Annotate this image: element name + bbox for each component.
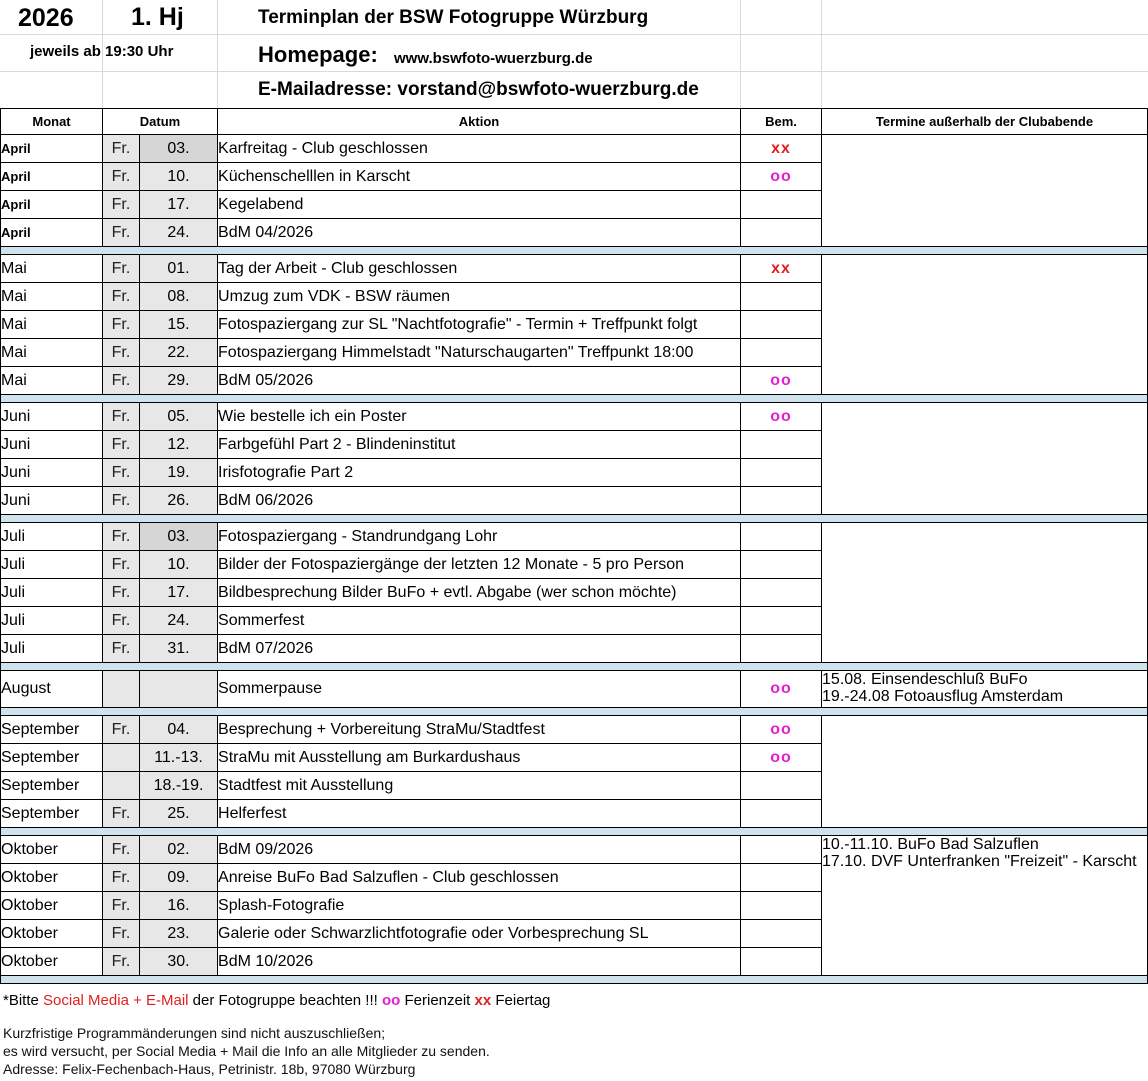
month-cell: Mai: [1, 339, 103, 367]
column-header-date: Datum: [103, 109, 218, 135]
remark-cell: [741, 607, 822, 635]
action-cell: Besprechung + Vorbereitung StraMu/Stadtfest: [218, 716, 741, 744]
remark-cell: xx: [741, 135, 822, 163]
weekday-cell: Fr.: [103, 339, 140, 367]
separator-band: [1, 976, 1148, 984]
month-cell: Mai: [1, 255, 103, 283]
month-cell: April: [1, 219, 103, 247]
remark-cell: [741, 339, 822, 367]
schedule-table: [0, 108, 1148, 984]
action-cell: Fotospaziergang zur SL "Nachtfotografie" - Termin + Treffpunkt folgt: [218, 311, 741, 339]
gridline: [0, 71, 1148, 72]
month-cell: April: [1, 135, 103, 163]
month-cell: Juli: [1, 579, 103, 607]
separator-band: [1, 515, 1148, 523]
remark-cell: [741, 635, 822, 663]
gridline: [217, 0, 218, 108]
external-events-cell: [822, 135, 1148, 247]
month-cell: Mai: [1, 367, 103, 395]
action-cell: Bildbesprechung Bilder BuFo + evtl. Abgabe (wer schon möchte): [218, 579, 741, 607]
action-cell: BdM 06/2026: [218, 487, 741, 515]
remark-cell: [741, 487, 822, 515]
remark-cell: [741, 836, 822, 864]
remark-cell: [741, 191, 822, 219]
date-cell: 22.: [140, 339, 218, 367]
action-cell: Umzug zum VDK - BSW räumen: [218, 283, 741, 311]
month-cell: Juli: [1, 635, 103, 663]
date-cell: 05.: [140, 403, 218, 431]
footer-line-1: Kurzfristige Programmänderungen sind nicht auszuschließen;: [3, 1025, 386, 1041]
month-cell: Oktober: [1, 836, 103, 864]
footer-note-prefix: *Bitte: [3, 992, 44, 1009]
action-cell: Tag der Arbeit - Club geschlossen: [218, 255, 741, 283]
group-separator: [1, 828, 1148, 836]
weekday-cell: Fr.: [103, 948, 140, 976]
meeting-time: jeweils ab 19:30 Uhr: [30, 43, 174, 60]
action-cell: Irisfotografie Part 2: [218, 459, 741, 487]
remark-cell: oo: [741, 403, 822, 431]
action-cell: Helferfest: [218, 800, 741, 828]
page-title: Terminplan der BSW Fotogruppe Würzburg: [258, 7, 649, 28]
date-cell: 03.: [140, 135, 218, 163]
email-address[interactable]: E-Mailadresse: vorstand@bswfoto-wuerzburg.de: [258, 79, 699, 100]
month-cell: August: [1, 671, 103, 708]
group-separator: [1, 395, 1148, 403]
action-cell: Fotospaziergang Himmelstadt "Naturschaugarten" Treffpunkt 18:00: [218, 339, 741, 367]
table-row: [1, 716, 1148, 744]
gridline: [740, 0, 741, 108]
month-cell: Oktober: [1, 864, 103, 892]
action-cell: Fotospaziergang - Standrundgang Lohr: [218, 523, 741, 551]
action-cell: Kegelabend: [218, 191, 741, 219]
weekday-cell: [103, 744, 140, 772]
date-cell: 08.: [140, 283, 218, 311]
month-cell: September: [1, 744, 103, 772]
date-cell: 19.: [140, 459, 218, 487]
weekday-cell: Fr.: [103, 920, 140, 948]
month-cell: Mai: [1, 311, 103, 339]
weekday-cell: Fr.: [103, 191, 140, 219]
external-events-cell: [822, 403, 1148, 515]
remark-cell: [741, 892, 822, 920]
weekday-cell: Fr.: [103, 255, 140, 283]
date-cell: 12.: [140, 431, 218, 459]
date-cell: 11.-13.: [140, 744, 218, 772]
date-cell: 04.: [140, 716, 218, 744]
legend-ferien-label: Ferienzeit: [400, 992, 475, 1009]
footer-note: [3, 992, 550, 1009]
remark-cell: [741, 283, 822, 311]
date-cell: 31.: [140, 635, 218, 663]
footer-note-social: Social Media + E-Mail: [43, 992, 189, 1009]
table-row: [1, 836, 1148, 864]
remark-cell: [741, 311, 822, 339]
column-header-remark: Bem.: [741, 109, 822, 135]
date-cell: 30.: [140, 948, 218, 976]
separator-band: [1, 828, 1148, 836]
weekday-cell: Fr.: [103, 716, 140, 744]
date-cell: 01.: [140, 255, 218, 283]
date-cell: 16.: [140, 892, 218, 920]
table-row: [1, 671, 1148, 708]
date-cell: [140, 671, 218, 708]
weekday-cell: Fr.: [103, 219, 140, 247]
month-cell: Oktober: [1, 892, 103, 920]
legend-oo-marker: oo: [381, 992, 401, 1009]
external-event: 19.-24.08 Fotoausflug Amsterdam: [822, 688, 1064, 705]
remark-cell: [741, 219, 822, 247]
remark-cell: [741, 772, 822, 800]
group-separator: [1, 247, 1148, 255]
month-cell: Mai: [1, 283, 103, 311]
action-cell: Sommerfest: [218, 607, 741, 635]
month-cell: Juni: [1, 459, 103, 487]
external-event: 15.08. Einsendeschluß BuFo: [822, 671, 1028, 688]
weekday-cell: Fr.: [103, 163, 140, 191]
weekday-cell: Fr.: [103, 635, 140, 663]
remark-cell: [741, 431, 822, 459]
month-cell: Oktober: [1, 948, 103, 976]
month-cell: September: [1, 716, 103, 744]
separator-band: [1, 663, 1148, 671]
weekday-cell: Fr.: [103, 523, 140, 551]
table-row: [1, 255, 1148, 283]
date-cell: 18.-19.: [140, 772, 218, 800]
remark-cell: [741, 579, 822, 607]
group-separator: [1, 976, 1148, 984]
remark-cell: [741, 523, 822, 551]
date-cell: 17.: [140, 579, 218, 607]
action-cell: Farbgefühl Part 2 - Blindeninstitut: [218, 431, 741, 459]
separator-band: [1, 395, 1148, 403]
date-cell: 24.: [140, 219, 218, 247]
action-cell: Galerie oder Schwarzlichtfotografie oder Vorbesprechung SL: [218, 920, 741, 948]
table-row: [1, 403, 1148, 431]
footer-line-3: Adresse: Felix-Fechenbach-Haus, Petrinistr. 18b, 97080 Würzburg: [3, 1061, 416, 1077]
external-event: 17.10. DVF Unterfranken "Freizeit" - Karscht: [822, 853, 1137, 870]
year: 2026: [18, 4, 74, 32]
column-header-month: Monat: [1, 109, 103, 135]
gridline: [0, 34, 1148, 35]
weekday-cell: Fr.: [103, 431, 140, 459]
action-cell: Wie bestelle ich ein Poster: [218, 403, 741, 431]
weekday-cell: Fr.: [103, 135, 140, 163]
separator-band: [1, 708, 1148, 716]
date-cell: 10.: [140, 551, 218, 579]
month-cell: Juli: [1, 607, 103, 635]
date-cell: 25.: [140, 800, 218, 828]
action-cell: Splash-Fotografie: [218, 892, 741, 920]
weekday-cell: Fr.: [103, 892, 140, 920]
weekday-cell: Fr.: [103, 864, 140, 892]
external-event: 10.-11.10. BuFo Bad Salzuflen: [822, 836, 1039, 853]
external-events-cell: [822, 671, 1148, 708]
remark-cell: [741, 948, 822, 976]
date-cell: 24.: [140, 607, 218, 635]
weekday-cell: Fr.: [103, 836, 140, 864]
weekday-cell: Fr.: [103, 607, 140, 635]
action-cell: Bilder der Fotospaziergänge der letzten 12 Monate - 5 pro Person: [218, 551, 741, 579]
legend-xx-marker: xx: [474, 992, 492, 1009]
column-header-external: Termine außerhalb der Clubabende: [822, 109, 1148, 135]
footer-note-mid: der Fotogruppe beachten !!!: [188, 992, 382, 1009]
half-year: 1. Hj: [131, 3, 184, 31]
weekday-cell: Fr.: [103, 579, 140, 607]
remark-cell: oo: [741, 367, 822, 395]
remark-cell: oo: [741, 671, 822, 708]
homepage-link[interactable]: www.bswfoto-wuerzburg.de: [394, 50, 593, 67]
weekday-cell: Fr.: [103, 283, 140, 311]
weekday-cell: [103, 772, 140, 800]
remark-cell: oo: [741, 716, 822, 744]
external-events-cell: [822, 523, 1148, 663]
remark-cell: [741, 551, 822, 579]
homepage-label: Homepage:: [258, 42, 378, 67]
remark-cell: xx: [741, 255, 822, 283]
action-cell: BdM 10/2026: [218, 948, 741, 976]
weekday-cell: Fr.: [103, 311, 140, 339]
table-header-row: [1, 109, 1148, 135]
month-cell: Juni: [1, 487, 103, 515]
month-cell: Juni: [1, 403, 103, 431]
month-cell: Juni: [1, 431, 103, 459]
date-cell: 10.: [140, 163, 218, 191]
date-cell: 23.: [140, 920, 218, 948]
date-cell: 26.: [140, 487, 218, 515]
action-cell: Küchenschelllen in Karscht: [218, 163, 741, 191]
remark-cell: [741, 920, 822, 948]
action-cell: BdM 05/2026: [218, 367, 741, 395]
date-cell: 03.: [140, 523, 218, 551]
date-cell: 02.: [140, 836, 218, 864]
month-cell: April: [1, 163, 103, 191]
external-events-cell: [822, 716, 1148, 828]
legend-feiertag-label: Feiertag: [491, 992, 551, 1009]
footer-info: [3, 1024, 490, 1078]
group-separator: [1, 663, 1148, 671]
weekday-cell: [103, 671, 140, 708]
remark-cell: [741, 800, 822, 828]
month-cell: September: [1, 800, 103, 828]
date-cell: 09.: [140, 864, 218, 892]
month-cell: September: [1, 772, 103, 800]
remark-cell: [741, 459, 822, 487]
remark-cell: [741, 864, 822, 892]
remark-cell: oo: [741, 744, 822, 772]
weekday-cell: Fr.: [103, 551, 140, 579]
date-cell: 29.: [140, 367, 218, 395]
external-events-cell: [822, 836, 1148, 976]
month-cell: Oktober: [1, 920, 103, 948]
month-cell: Juli: [1, 551, 103, 579]
weekday-cell: Fr.: [103, 459, 140, 487]
action-cell: Stadtfest mit Ausstellung: [218, 772, 741, 800]
remark-cell: oo: [741, 163, 822, 191]
gridline: [821, 0, 822, 108]
date-cell: 15.: [140, 311, 218, 339]
group-separator: [1, 708, 1148, 716]
month-cell: Juli: [1, 523, 103, 551]
action-cell: Sommerpause: [218, 671, 741, 708]
group-separator: [1, 515, 1148, 523]
action-cell: BdM 09/2026: [218, 836, 741, 864]
footer-line-2: es wird versucht, per Social Media + Mail die Info an alle Mitglieder zu senden.: [3, 1043, 490, 1059]
action-cell: BdM 04/2026: [218, 219, 741, 247]
action-cell: Karfreitag - Club geschlossen: [218, 135, 741, 163]
weekday-cell: Fr.: [103, 800, 140, 828]
external-events-cell: [822, 255, 1148, 395]
month-cell: April: [1, 191, 103, 219]
separator-band: [1, 247, 1148, 255]
table-row: [1, 135, 1148, 163]
column-header-action: Aktion: [218, 109, 741, 135]
weekday-cell: Fr.: [103, 403, 140, 431]
weekday-cell: Fr.: [103, 367, 140, 395]
date-cell: 17.: [140, 191, 218, 219]
table-row: [1, 523, 1148, 551]
action-cell: Anreise BuFo Bad Salzuflen - Club geschlossen: [218, 864, 741, 892]
weekday-cell: Fr.: [103, 487, 140, 515]
action-cell: StraMu mit Ausstellung am Burkardushaus: [218, 744, 741, 772]
action-cell: BdM 07/2026: [218, 635, 741, 663]
